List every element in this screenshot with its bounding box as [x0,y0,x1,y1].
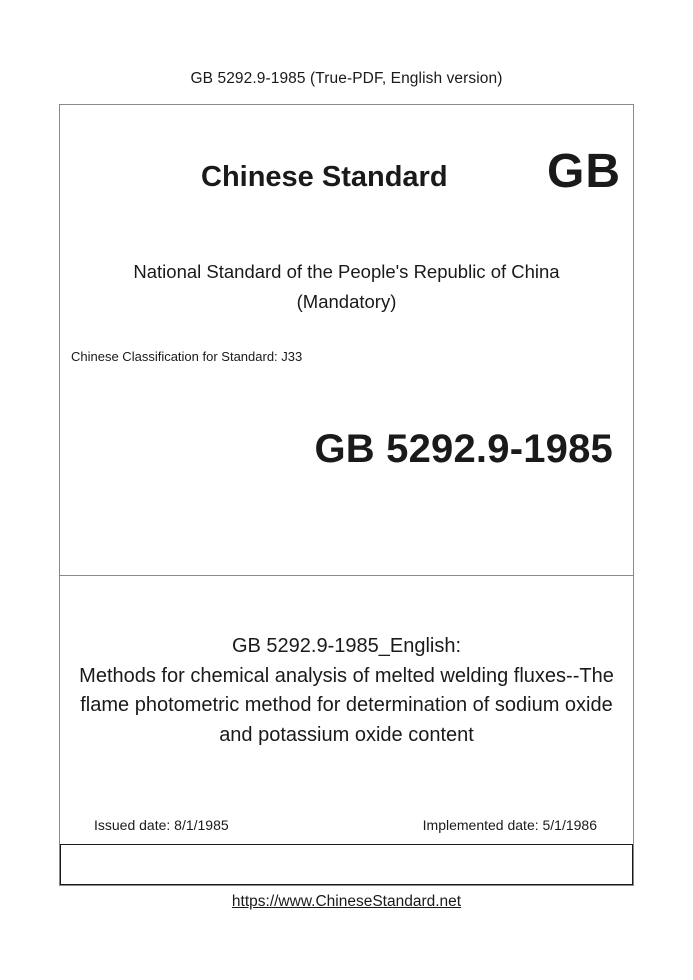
cover-frame [59,104,634,886]
national-standard-line: National Standard of the People's Republic of China [133,261,560,282]
document-title-line: and potassium oxide content [219,723,474,746]
document-header: GB 5292.9-1985 (True-PDF, English version) [190,70,503,87]
implemented-date: Implemented date: 5/1/1986 [422,817,597,833]
document-title-line: GB 5292.9-1985_English: [231,635,462,657]
document-title-line: Methods for chemical analysis of melted welding fluxes--The [79,664,614,687]
standard-number: GB 5292.9-1985 [314,427,613,471]
website-link[interactable]: https://www.ChineseStandard.net [231,893,462,910]
classification-text: Chinese Classification for Standard: J33 [71,349,303,364]
footer [0,893,693,911]
issued-date: Issued date: 8/1/1985 [94,817,229,833]
cover-title: Chinese Standard [201,161,448,193]
cover-top-section [60,105,633,576]
bottom-box [60,844,633,885]
mandatory-label: (Mandatory) [296,291,397,312]
document-title-line: flame photometric method for determination of sodium oxide [80,694,613,716]
document-title [60,632,633,750]
gb-mark: GB [547,145,621,198]
